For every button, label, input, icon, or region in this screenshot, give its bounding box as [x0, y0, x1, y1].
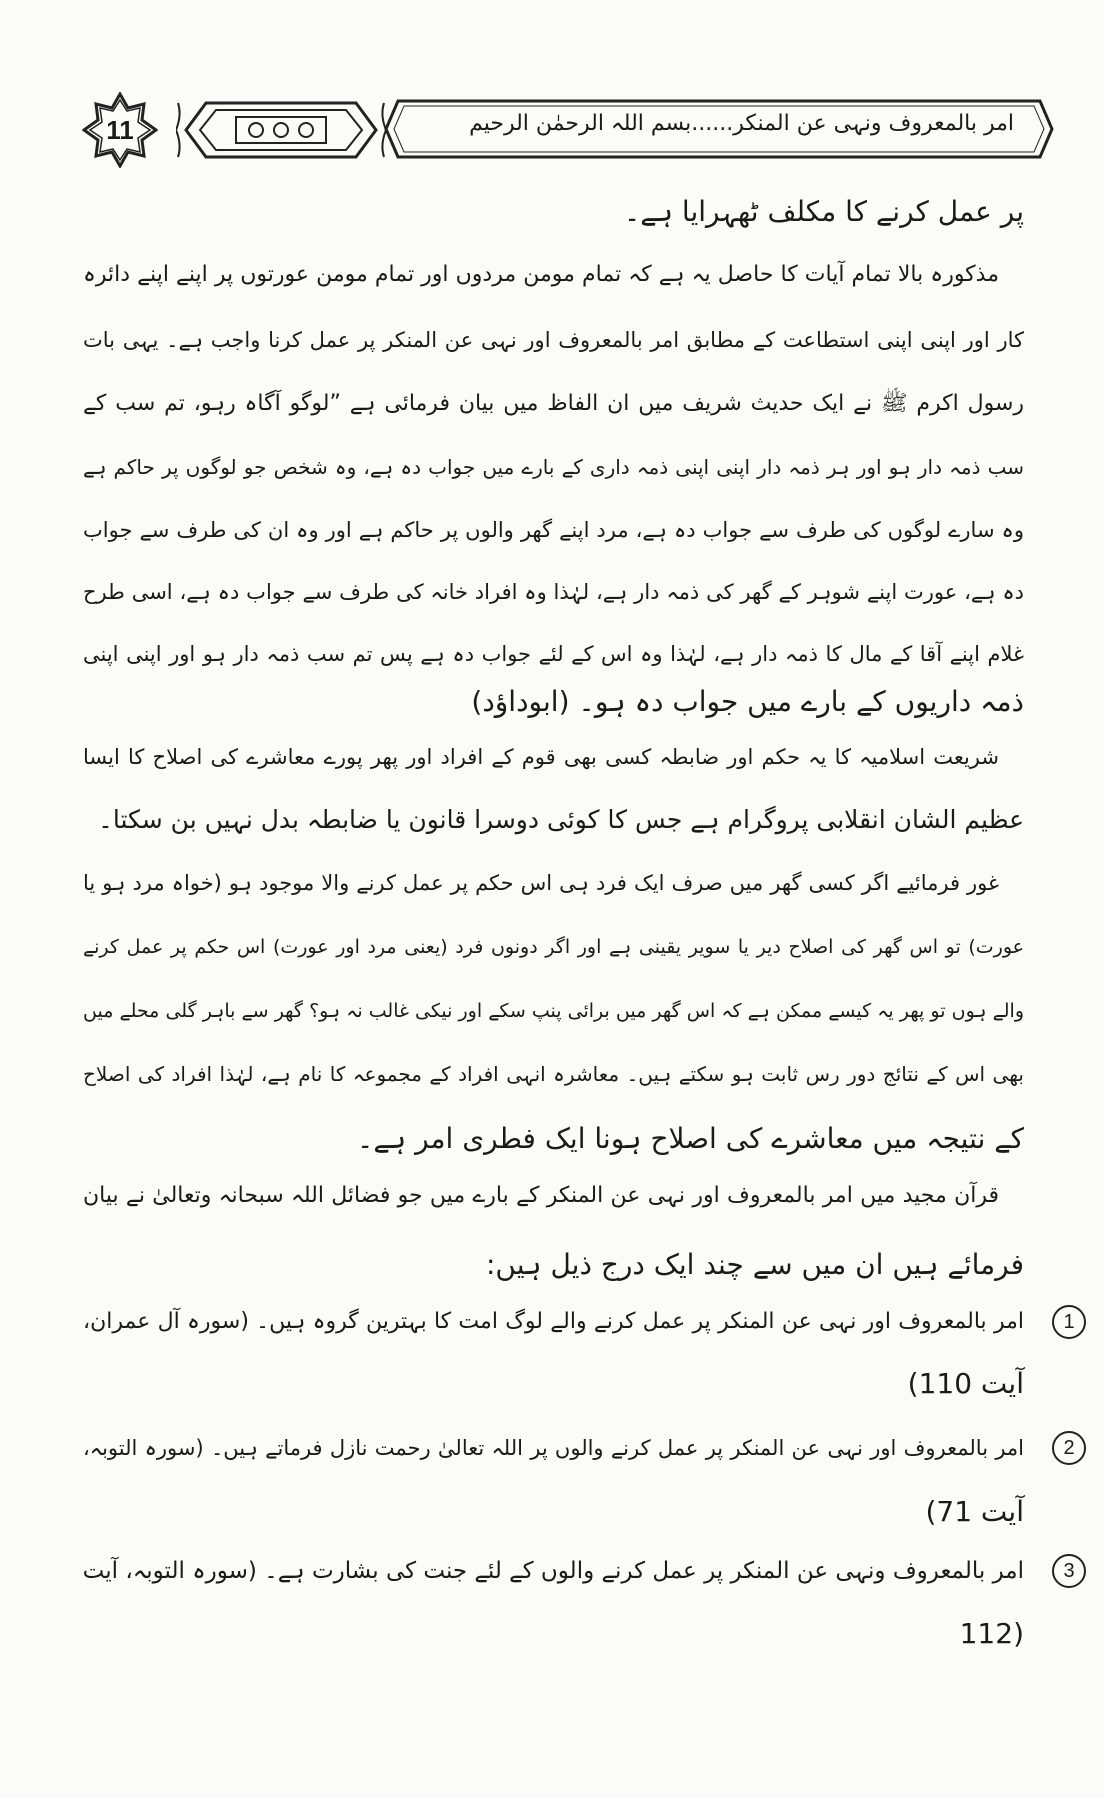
decorative-ornament: [176, 95, 386, 165]
text-line: عورت) تو اس گھر کی اصلاح دیر یا سویر یقینی ہے اور اگر دونوں فرد (یعنی مرد اور عورت) اس حکم پر عمل کرنے: [83, 936, 1024, 958]
page-number-badge: [82, 92, 158, 168]
page-number: 11: [106, 114, 134, 145]
text-line: غور فرمائیے اگر کسی گھر میں صرف ایک فرد ہی اس حکم پر عمل کرنے والا موجود ہو (خواہ مرد ہو یا: [83, 871, 999, 895]
text-line: غلام اپنے آقا کے مال کا ذمہ دار ہے، لہٰذا وہ اس کے لئے جواب دہ ہے پس تم سب ذمہ دار ہو اور اپنی اپنی: [83, 642, 1024, 666]
item-number-2: 2: [1052, 1431, 1086, 1465]
text-line: والے ہوں تو پھر یہ کیسے ممکن ہے کہ اس گھر میں برائی پنپ سکے اور نیکی غالب نہ ہو؟ گھر سے باہر گلی محلے میں: [83, 1000, 1024, 1022]
text-line: ذمہ داریوں کے بارے میں جواب دہ ہو۔ (ابوداؤد): [471, 685, 1024, 718]
text-line: کے نتیجہ میں معاشرے کی اصلاح ہونا ایک فطری امر ہے۔: [356, 1122, 1024, 1155]
list-item: امر بالمعروف اور نہی عن المنکر پر عمل کرنے والوں پر اللہ تعالیٰ رحمت نازل فرماتے ہیں۔ (سورہ التوبہ،: [83, 1436, 1024, 1460]
list-item-continuation: آیت 71): [925, 1495, 1024, 1528]
text-line: وہ سارے لوگوں کی طرف سے جواب دہ ہے، مرد اپنے گھر والوں پر حاکم ہے اور وہ ان کی طرف سے جواب: [83, 518, 1024, 542]
list-item-continuation: آیت 110): [907, 1367, 1024, 1400]
text-line: بھی اس کے نتائج دور رس ثابت ہو سکتے ہیں۔ معاشرہ انہی افراد کے مجموعہ کا نام ہے، لہٰذا افراد کی اصلاح: [83, 1062, 1024, 1086]
text-line: سب ذمہ دار ہو اور ہر ذمہ دار اپنی اپنی ذمہ داری کے بارے میں جواب دہ ہے، وہ شخص جو لوگوں پر حاکم ہے: [83, 455, 1024, 479]
text-line: قرآن مجید میں امر بالمعروف اور نہی عن المنکر کے بارے میں جو فضائل اللہ سبحانہ وتعالیٰ نے بیان: [83, 1183, 999, 1208]
list-item-continuation: (112: [959, 1617, 1024, 1650]
text-line: رسول اکرم ﷺ نے ایک حدیث شریف میں ان الفاظ میں بیان فرمائی ہے ”لوگو آگاہ رہو، تم سب کے: [83, 391, 1024, 416]
running-title: امر بالمعروف ونہی عن المنکر......بسم اللہ الرحمٰن الرحیم: [469, 111, 1014, 136]
text-line: مذکورہ بالا تمام آیات کا حاصل یہ ہے کہ تمام مومن مردوں اور تمام مومن عورتوں پر اپنے اپنے دائرہ: [83, 262, 999, 287]
text-line: عظیم الشان انقلابی پروگرام ہے جس کا کوئی دوسرا قانون یا ضابطہ بدل نہیں بن سکتا۔: [98, 805, 1024, 834]
running-header-banner: [384, 97, 1054, 161]
item-number-3: 3: [1052, 1554, 1086, 1588]
text-line: فرمائے ہیں ان میں سے چند ایک درج ذیل ہیں:: [485, 1248, 1024, 1281]
text-line: پر عمل کرنے کا مکلف ٹھہرایا ہے۔: [623, 195, 1024, 228]
item-number-1: 1: [1052, 1305, 1086, 1339]
text-line: دہ ہے، عورت اپنے شوہر کے گھر کی ذمہ دار ہے، لہٰذا وہ افراد خانہ کی طرف سے جواب دہ ہے، اسی طرح: [83, 580, 1024, 604]
text-line: شریعت اسلامیہ کا یہ حکم اور ضابطہ کسی بھی قوم کے افراد اور پھر پورے معاشرے کی اصلاح کا ایسا: [83, 745, 999, 769]
text-line: کار اور اپنی اپنی استطاعت کے مطابق امر بالمعروف اور نہی عن المنکر پر عمل کرنا واجب ہے۔ یہی بات: [83, 328, 1024, 352]
list-item: امر بالمعروف ونہی عن المنکر پر عمل کرنے والوں کے لئے جنت کی بشارت ہے۔ (سورہ التوبہ، آیت: [82, 1558, 1024, 1584]
list-item: امر بالمعروف اور نہی عن المنکر پر عمل کرنے والے لوگ امت کا بہترین گروہ ہیں۔ (سورہ آل عمران،: [83, 1309, 1024, 1334]
